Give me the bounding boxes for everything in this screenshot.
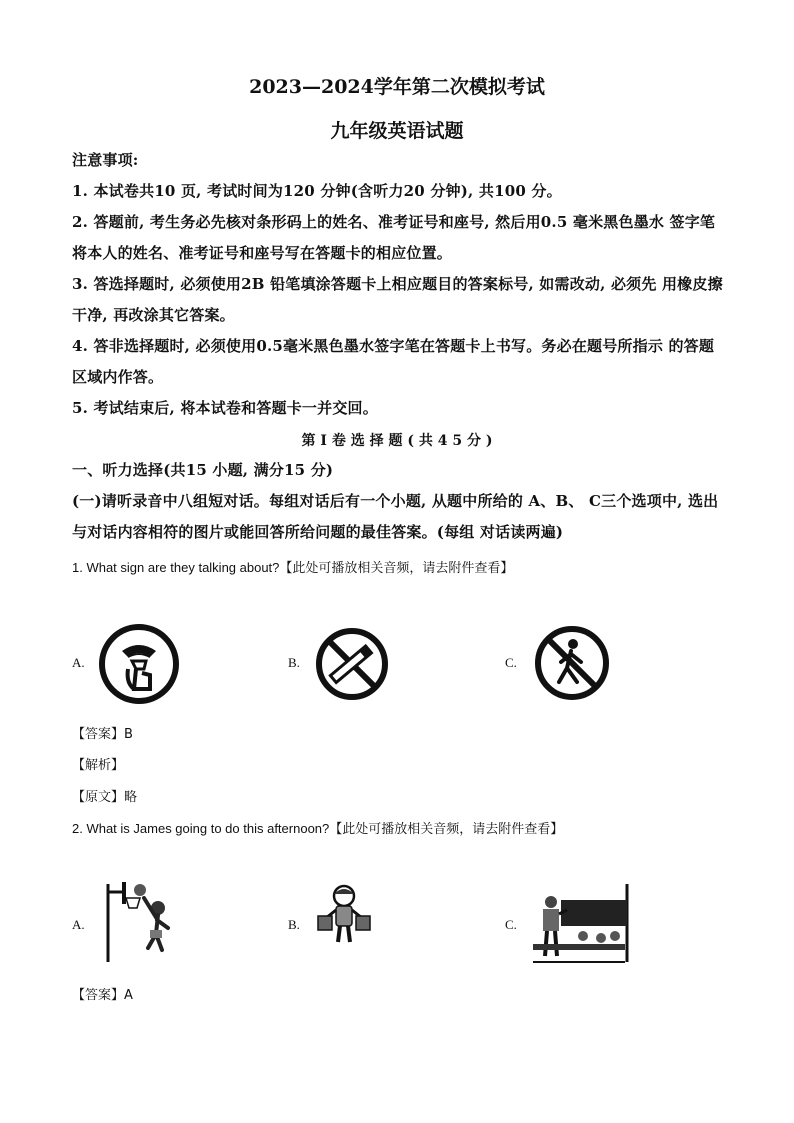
notice-item: 3. 答选择题时, 必须使用2B 铅笔填涂答题卡上相应题目的答案标号, 如需改动, 必须先 用橡皮擦干净, 再改涂其它答案。 <box>72 275 723 324</box>
exam-subtitle: 九年级英语试题 <box>330 120 464 142</box>
part-instruction: (一)请听录音中八组短对话。每组对话后有一个小题, 从题中所给的 A、B、 C三个选项中, 选出与对话内容相符的图片或能回答所给问题的最佳答案。(每组 对话读两遍) <box>72 492 719 541</box>
shopping-boy-icon <box>314 884 372 946</box>
no-spitting-sign-icon <box>98 623 180 705</box>
no-smoking-sign-icon <box>314 626 390 702</box>
q2-answer: 【答案】A <box>72 988 133 1003</box>
teacher-classroom-icon <box>531 882 631 964</box>
exam-title: 2023—2024学年第二次模拟考试 <box>249 76 545 98</box>
notice-item: 1. 本试卷共10 页, 考试时间为120 分钟(含听力20 分钟), 共100 分。 <box>72 182 562 200</box>
q2-option-a-label: A. <box>72 917 85 932</box>
q1-original: 【原文】略 <box>72 790 138 805</box>
q2-option-b-label: B. <box>288 917 300 932</box>
part-heading: 一、听力选择(共15 小题, 满分15 分) <box>72 461 334 479</box>
question-1-text: 1. What sign are they talking about?【此处可播放相关音频，请去附件查看】 <box>72 560 514 575</box>
notice-item: 2. 答题前, 考生务必先核对条形码上的姓名、准考证号和座号, 然后用0.5 毫米黑色墨水 签字笔将本人的姓名、准考证号和座号写在答题卡的相应位置。 <box>72 213 716 262</box>
q1-analysis: 【解析】 <box>72 758 125 773</box>
basketball-player-icon <box>100 878 180 964</box>
notice-item: 5. 考试结束后, 将本试卷和答题卡一并交回。 <box>72 399 378 417</box>
q1-answer: 【答案】B <box>72 727 133 742</box>
notice-heading: 注意事项: <box>72 151 139 169</box>
section-title: 第 I 卷 选 择 题 ( 共 4 5 分 ) <box>301 433 493 449</box>
q1-option-a-label: A. <box>72 655 85 670</box>
no-pedestrians-sign-icon <box>533 624 611 702</box>
q1-option-c-label: C. <box>505 655 517 670</box>
notice-item: 4. 答非选择题时, 必须使用0.5毫米黑色墨水签字笔在答题卡上书写。务必在题号所指示 的答题区域内作答。 <box>72 337 715 386</box>
question-2-text: 2. What is James going to do this afternoon?【此处可播放相关音频，请去附件查看】 <box>72 821 564 836</box>
q1-option-b-label: B. <box>288 655 300 670</box>
q2-option-c-label: C. <box>505 917 517 932</box>
